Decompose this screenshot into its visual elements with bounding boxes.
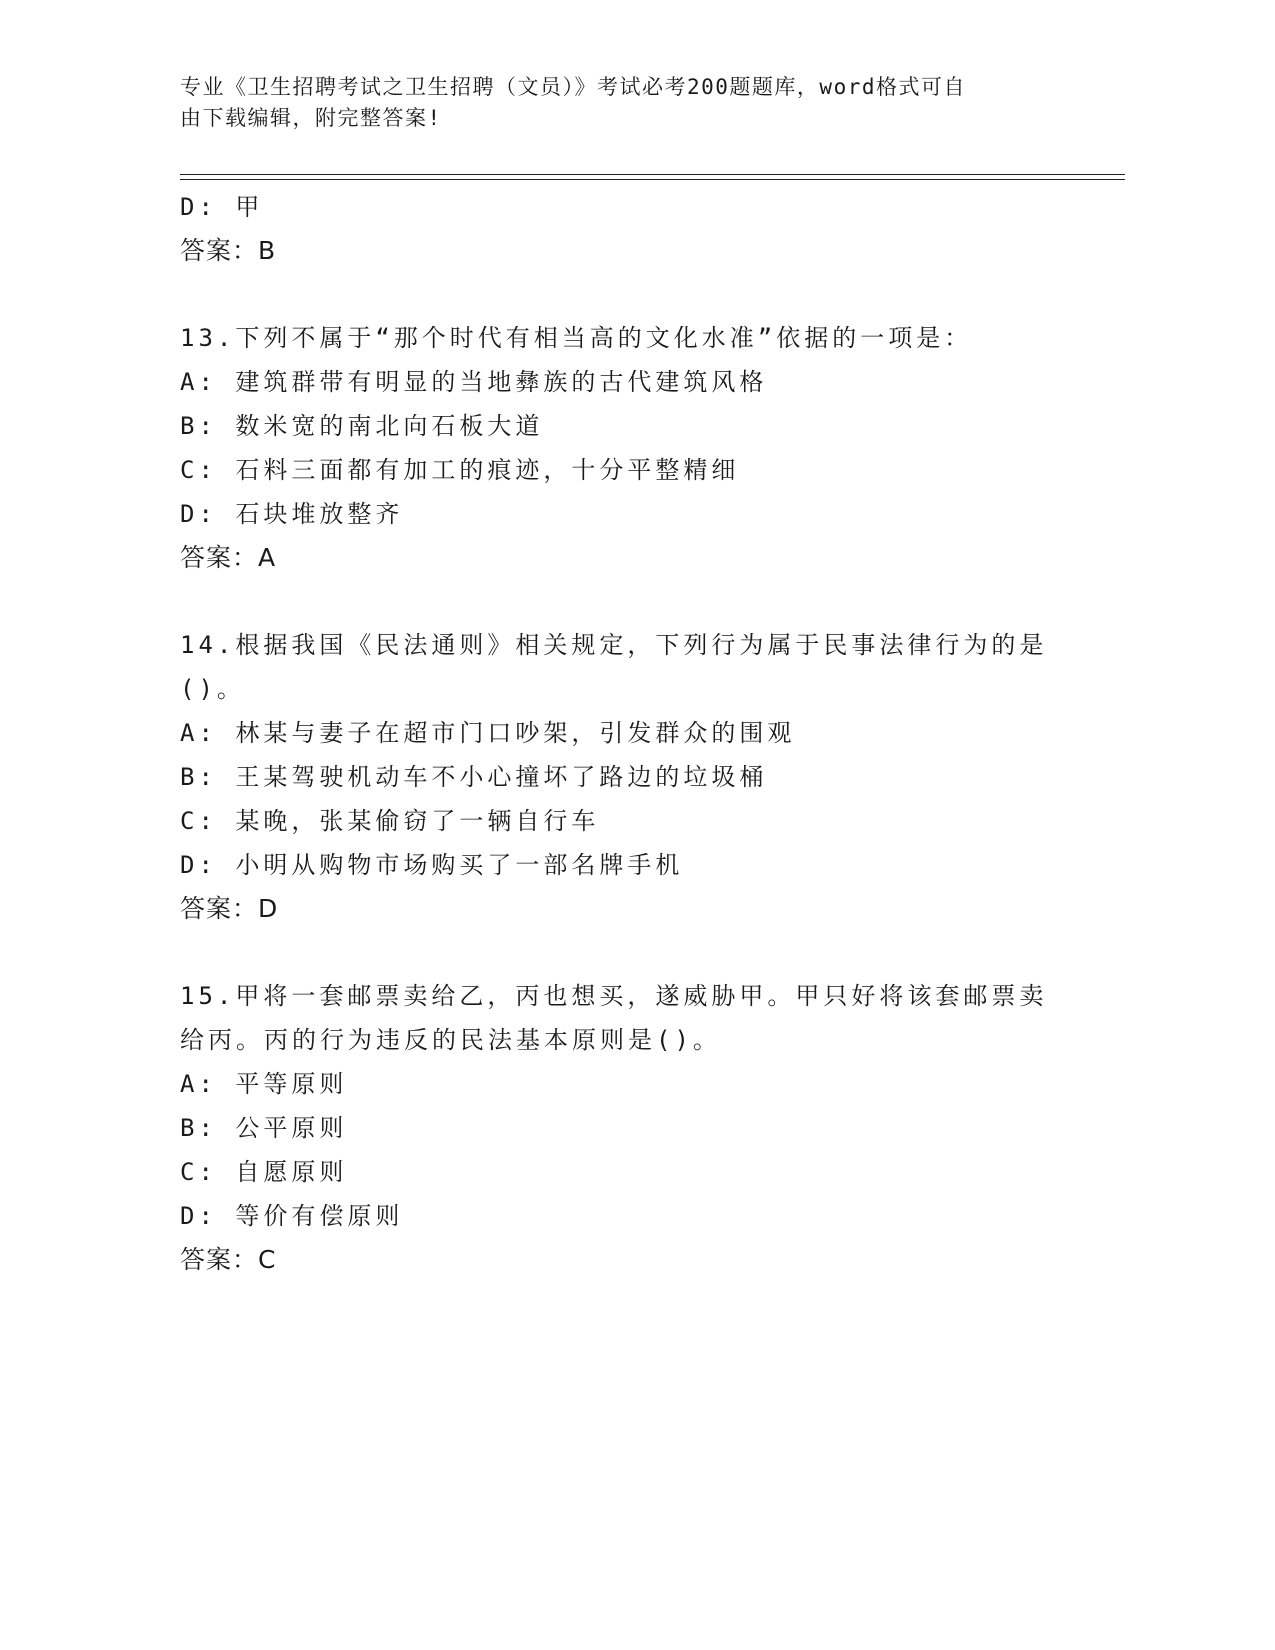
q13-option-b: B: 数米宽的南北向石板大道 (180, 412, 544, 440)
q15-option-c: C: 自愿原则 (180, 1158, 348, 1186)
q15-option-b: B: 公平原则 (180, 1114, 348, 1142)
header-divider-top (180, 174, 1125, 175)
q15-stem-line-1: 15.甲将一套邮票卖给乙，丙也想买，遂威胁甲。甲只好将该套邮票卖 (180, 982, 1048, 1010)
question-list (180, 185, 1050, 1282)
q14-option-c: C: 某晚，张某偷窃了一辆自行车 (180, 807, 600, 835)
q13-option-c: C: 石料三面都有加工的痕迹，十分平整精细 (180, 456, 740, 484)
question-spacer (180, 931, 1050, 974)
q13-answer: 答案：A (180, 543, 277, 572)
q15-option-d: D: 等价有偿原则 (180, 1202, 404, 1230)
q12-option-d: D: 甲 (180, 193, 264, 221)
q15-answer: 答案：C (180, 1245, 277, 1274)
header-line-2: 由下载编辑，附完整答案! (180, 106, 442, 130)
q14-option-a: A: 林某与妻子在超市门口吵架，引发群众的围观 (180, 719, 796, 747)
q14-stem-line-1: 14.根据我国《民法通则》相关规定，下列行为属于民事法律行为的是 (180, 631, 1048, 659)
q13-stem: 13.下列不属于“那个时代有相当高的文化水准”依据的一项是： (180, 324, 973, 352)
question-15 (180, 974, 1050, 1282)
header-line-1: 专业《卫生招聘考试之卫生招聘（文员）》考试必考200题题库，word格式可自 (180, 75, 966, 99)
q13-option-a: A: 建筑群带有明显的当地彝族的古代建筑风格 (180, 368, 768, 396)
question-spacer (180, 580, 1050, 623)
q14-option-b: B: 王某驾驶机动车不小心撞坏了路边的垃圾桶 (180, 763, 768, 791)
q12-answer: 答案：B (180, 236, 277, 265)
question-14 (180, 623, 1050, 931)
question-13 (180, 316, 1050, 580)
q14-option-d: D: 小明从购物市场购买了一部名牌手机 (180, 851, 684, 879)
q15-option-a: A: 平等原则 (180, 1070, 348, 1098)
q14-stem-line-2: ()。 (180, 675, 245, 703)
document-header (180, 72, 1040, 134)
header-divider-bottom (180, 179, 1125, 180)
q14-answer: 答案：D (180, 894, 279, 923)
q13-option-d: D: 石块堆放整齐 (180, 500, 404, 528)
q15-stem-line-2: 给丙。丙的行为违反的民法基本原则是()。 (180, 1026, 721, 1054)
question-spacer (180, 273, 1050, 316)
